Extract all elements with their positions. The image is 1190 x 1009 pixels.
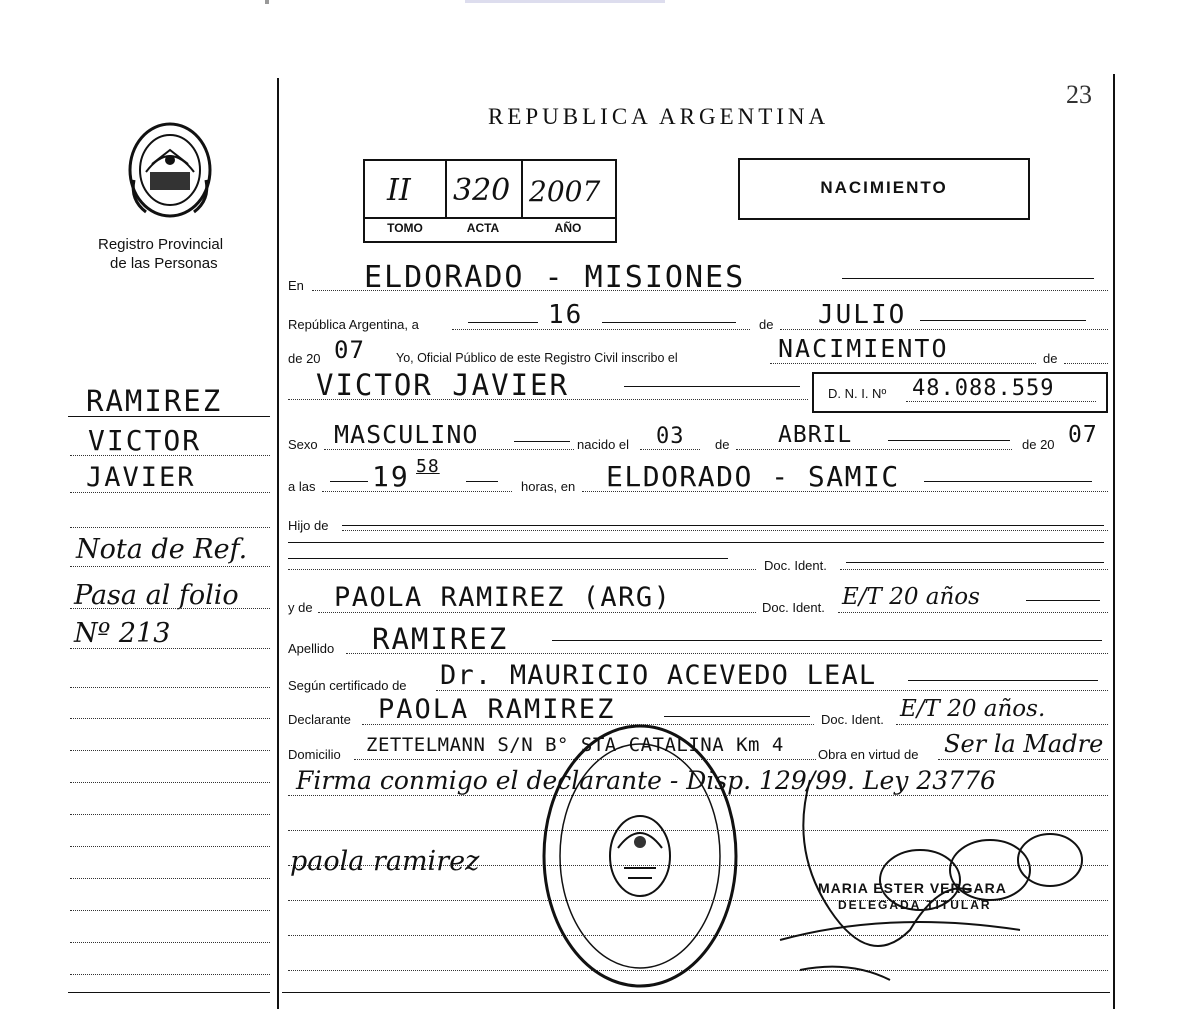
margin-note-line2: Pasa al folio bbox=[74, 580, 239, 611]
fill-line bbox=[842, 278, 1094, 279]
acta-label: ACTA bbox=[466, 221, 500, 235]
declarant-signature: paola ramirez bbox=[290, 846, 480, 877]
margin-rule bbox=[70, 750, 270, 751]
country-title: REPUBLICA ARGENTINA bbox=[488, 104, 830, 129]
label-sexo: Sexo bbox=[288, 437, 318, 452]
field-line bbox=[906, 401, 1096, 402]
margin-rule bbox=[70, 648, 270, 649]
page-number: 23 bbox=[1066, 80, 1092, 109]
scan-mark bbox=[265, 0, 269, 4]
provincial-emblem-icon bbox=[126, 120, 214, 220]
certificate-value: Dr. MAURICIO ACEVEDO LEAL bbox=[440, 660, 877, 691]
right-border-rule bbox=[1113, 74, 1115, 1009]
acta-value: 320 bbox=[453, 173, 511, 208]
tomo-value: II bbox=[387, 173, 411, 208]
fill-line bbox=[664, 716, 810, 717]
margin-note-line1: Nota de Ref. bbox=[76, 534, 248, 565]
label-apellido: Apellido bbox=[288, 641, 335, 656]
name-value: VICTOR JAVIER bbox=[316, 368, 569, 402]
label-republica: República Argentina, a bbox=[288, 317, 419, 332]
label-a-las: a las bbox=[288, 479, 316, 494]
day-value: 16 bbox=[548, 300, 584, 330]
label-yo-oficial: Yo, Oficial Público de este Registro Civil inscribo el bbox=[396, 351, 678, 365]
sex-value: MASCULINO bbox=[334, 420, 479, 449]
margin-rule bbox=[70, 455, 270, 456]
field-line bbox=[288, 569, 756, 570]
label-hijo-de: Hijo de bbox=[288, 518, 329, 533]
field-line bbox=[322, 491, 512, 492]
margin-given-name-2: JAVIER bbox=[86, 462, 196, 493]
surname-value: RAMIREZ bbox=[372, 622, 509, 656]
dni-number-value: 48.088.559 bbox=[912, 376, 1055, 401]
margin-rule bbox=[70, 910, 270, 911]
fill-line bbox=[624, 386, 800, 387]
label-obra-en-virtud: Obra en virtud de bbox=[818, 747, 919, 762]
fill-line bbox=[908, 680, 1098, 681]
field-line bbox=[640, 449, 700, 450]
dni-box bbox=[812, 372, 1108, 413]
field-line bbox=[840, 569, 1108, 570]
place-value: ELDORADO - MISIONES bbox=[364, 260, 746, 295]
tomo-label: TOMO bbox=[387, 221, 423, 235]
fill-line bbox=[1026, 600, 1100, 601]
address-value: ZETTELMANN S/N B° STA CATALINA Km 4 bbox=[366, 734, 784, 756]
label-doc-ident-3: Doc. Ident. bbox=[821, 712, 884, 727]
fill-line bbox=[342, 525, 1104, 526]
field-line bbox=[1064, 363, 1108, 364]
label-horas-en: horas, en bbox=[521, 479, 576, 494]
fill-line bbox=[924, 481, 1092, 482]
margin-rule bbox=[70, 718, 270, 719]
margin-rule bbox=[70, 814, 270, 815]
fill-line bbox=[888, 440, 1010, 441]
fill-line bbox=[330, 481, 368, 482]
margin-rule bbox=[70, 527, 270, 528]
margin-rule bbox=[68, 416, 270, 417]
field-line bbox=[324, 449, 574, 450]
ref-table-divider bbox=[365, 217, 615, 219]
label-declarante: Declarante bbox=[288, 712, 351, 727]
fill-line bbox=[514, 441, 570, 442]
label-de: de bbox=[759, 317, 774, 332]
margin-rule bbox=[70, 687, 270, 688]
margin-note-line3: Nº 213 bbox=[74, 618, 171, 649]
fill-line bbox=[468, 322, 538, 323]
left-margin-rule bbox=[277, 78, 279, 1009]
firma-line-value: Firma conmigo el declarante - Disp. 129/99. Ley 23776 bbox=[296, 766, 996, 795]
margin-rule bbox=[70, 878, 270, 879]
label-domicilio: Domicilio bbox=[288, 747, 341, 762]
official-stamp-icon bbox=[540, 722, 740, 990]
act-kind-value: NACIMIENTO bbox=[778, 334, 949, 363]
field-line bbox=[342, 530, 1108, 531]
margin-rule bbox=[70, 942, 270, 943]
declarant-value: PAOLA RAMIREZ bbox=[378, 694, 616, 725]
label-de-20: de 20 bbox=[288, 351, 321, 366]
label-en: En bbox=[288, 278, 304, 293]
field-line bbox=[838, 612, 1108, 613]
year-suffix-value: 07 bbox=[334, 336, 365, 364]
mother-doc-value: E/T 20 años bbox=[842, 584, 980, 610]
obra-virtud-value: Ser la Madre bbox=[944, 730, 1104, 758]
officer-title: DELEGADA TITULAR bbox=[838, 898, 992, 912]
label-doc-ident-2: Doc. Ident. bbox=[762, 600, 825, 615]
margin-given-name-1: VICTOR bbox=[88, 424, 202, 457]
margin-surname: RAMIREZ bbox=[86, 384, 223, 418]
month-value: JULIO bbox=[818, 300, 907, 330]
birth-year-suffix-value: 07 bbox=[1068, 422, 1098, 448]
anio-value: 2007 bbox=[529, 175, 601, 208]
field-line bbox=[736, 449, 1012, 450]
birth-hour-value: 19 bbox=[372, 460, 410, 493]
birth-place-value: ELDORADO - SAMIC bbox=[606, 460, 900, 493]
label-y-de: y de bbox=[288, 600, 313, 615]
registry-ref-table bbox=[363, 159, 617, 243]
agency-name-line2: de las Personas bbox=[110, 255, 218, 272]
field-line bbox=[896, 724, 1108, 725]
field-line bbox=[452, 329, 750, 330]
fill-line bbox=[602, 322, 736, 323]
margin-rule bbox=[70, 492, 270, 493]
fill-line bbox=[288, 542, 1104, 543]
scan-mark bbox=[465, 0, 665, 3]
margin-rule bbox=[68, 992, 270, 993]
fill-line bbox=[846, 562, 1104, 563]
dni-label: D. N. I. Nº bbox=[828, 386, 887, 401]
margin-rule bbox=[70, 608, 270, 609]
declarant-doc-value: E/T 20 años. bbox=[900, 696, 1046, 722]
fill-line bbox=[288, 558, 728, 559]
birth-minute-value: 58 bbox=[416, 456, 440, 477]
officer-name: MARIA ESTER VERGARA bbox=[818, 880, 1007, 896]
field-line bbox=[770, 363, 1036, 364]
label-doc-ident: Doc. Ident. bbox=[764, 558, 827, 573]
anio-label: AÑO bbox=[554, 221, 582, 235]
act-type-box bbox=[738, 158, 1030, 220]
label-de-20b: de 20 bbox=[1022, 437, 1055, 452]
act-type-label: NACIMIENTO bbox=[820, 178, 948, 197]
fill-line bbox=[552, 640, 1102, 641]
fill-line bbox=[466, 481, 498, 482]
margin-rule bbox=[70, 846, 270, 847]
fill-line bbox=[920, 320, 1086, 321]
margin-rule bbox=[70, 782, 270, 783]
birth-day-value: 03 bbox=[656, 424, 685, 449]
label-de-2: de bbox=[1043, 351, 1058, 366]
margin-rule bbox=[70, 974, 270, 975]
birth-month-value: ABRIL bbox=[778, 422, 853, 448]
mother-value: PAOLA RAMIREZ (ARG) bbox=[334, 582, 672, 613]
field-line bbox=[938, 759, 1108, 760]
agency-name-line1: Registro Provincial bbox=[98, 236, 224, 253]
label-segun-certificado: Según certificado de bbox=[288, 678, 407, 693]
margin-rule bbox=[70, 566, 270, 567]
label-nacido-el: nacido el bbox=[577, 437, 630, 452]
label-de-3: de bbox=[715, 437, 730, 452]
